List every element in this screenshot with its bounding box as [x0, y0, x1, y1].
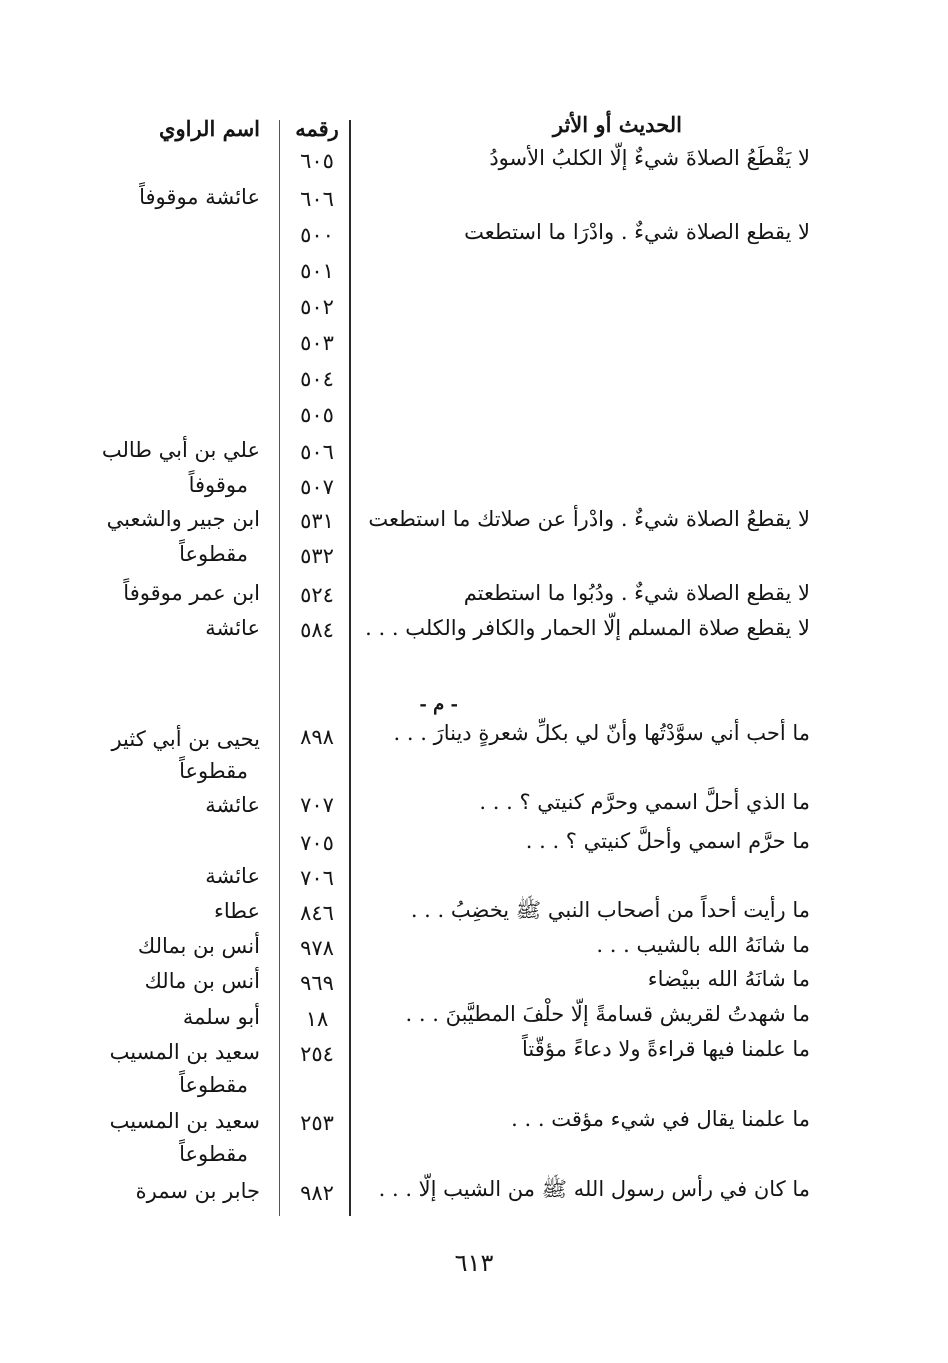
hadith-entry: لا يقطع صلاة المسلم إلّا الحمار والكافر والكلب . . .	[365, 616, 810, 640]
narrator-name: عائشة	[205, 616, 260, 640]
hadith-number: ٥٣٢	[300, 544, 334, 568]
narrator-name: ابن جبير والشعبي	[106, 507, 260, 531]
hadith-number: ٧٠٥	[300, 831, 334, 855]
hadith-number: ٥٢٤	[300, 583, 334, 607]
column-divider-narrator	[279, 120, 280, 1216]
hadith-number: ٢٥٣	[300, 1111, 334, 1135]
hadith-number: ٨٩٨	[300, 725, 334, 749]
hadith-entry: ما علمنا فيها قراءةً ولا دعاءً مؤقّتاً	[522, 1037, 810, 1061]
hadith-entry: ما علمنا يقال في شيء مؤقت . . .	[511, 1107, 810, 1131]
hadith-entry: ما شهدتُ لقريش قسامةً إلّا حلْفَ المطيَّبنَ . . .	[405, 1002, 810, 1026]
hadith-number: ٦٠٦	[300, 187, 334, 211]
hadith-entry: ما أحب أني سوَّدْتُها وأنّ لي بكلِّ شعرةٍ دينارَ . . .	[393, 721, 810, 745]
hadith-number: ٢٥٤	[300, 1042, 334, 1066]
narrator-name: عائشة موقوفاً	[139, 185, 260, 209]
narrator-note: مقطوعاً	[179, 1073, 248, 1097]
narrator-name: أنس بن مالك	[144, 969, 260, 993]
hadith-number: ٥٠٣	[300, 331, 334, 355]
hadith-number: ٥٠٠	[300, 223, 334, 247]
narrator-name: جابر بن سمرة	[135, 1179, 260, 1203]
hadith-number: ٦٠٥	[300, 149, 334, 173]
hadith-entry: لا يقطع الصلاة شيءٌ . وادْرَا ما استطعت	[464, 220, 810, 244]
hadith-entry: ما حرَّم اسمي وأحلَّ كنيتي ؟ . . .	[525, 829, 810, 853]
hadith-number: ٥٣١	[300, 509, 334, 533]
hadith-number: ٧٠٦	[300, 866, 334, 890]
hadith-number: ٥٠٥	[300, 403, 334, 427]
header-hadith: الحديث أو الأثر	[552, 112, 682, 137]
hadith-number: ٥٠٧	[300, 475, 334, 499]
narrator-name: عطاء	[213, 899, 260, 923]
column-divider-main	[349, 120, 351, 1216]
narrator-name: عائشة	[205, 793, 260, 817]
narrator-note: مقطوعاً	[179, 759, 248, 783]
narrator-name: أبو سلمة	[182, 1005, 260, 1029]
narrator-name: علي بن أبي طالب	[101, 438, 260, 462]
header-number: رقمه	[295, 116, 339, 141]
hadith-number: ٥٨٤	[300, 618, 334, 642]
hadith-number: ٩٧٨	[300, 936, 334, 960]
hadith-entry: ما شانَهُ الله ببيْضاء	[647, 967, 810, 991]
page-number: ٦١٣	[454, 1249, 494, 1277]
narrator-name: عائشة	[205, 864, 260, 888]
hadith-number: ٩٦٩	[300, 971, 334, 995]
narrator-name: أنس بن بمالك	[137, 934, 260, 958]
narrator-note: مقطوعاً	[179, 542, 248, 566]
hadith-number: ٩٨٢	[300, 1181, 334, 1205]
hadith-entry: ما رأيت أحداً من أصحاب النبي ﷺ يخضِبُ . . .	[410, 898, 810, 922]
hadith-number: ٥٠١	[300, 259, 334, 283]
hadith-entry: لا يقطعُ الصلاة شيءٌ . وادْرأ عن صلاتك ما استطعت	[368, 507, 810, 531]
hadith-number: ٥٠٢	[300, 295, 334, 319]
hadith-number: ١٨	[305, 1007, 329, 1031]
hadith-entry: لا يَقْطَعُ الصلاةَ شيءٌ إلّا الكلبُ الأسودُ	[489, 146, 810, 170]
narrator-name: ابن عمر موقوفاً	[123, 581, 260, 605]
hadith-entry: لا يقطع الصلاة شيءٌ . ودُبُوا ما استطعتم	[463, 581, 810, 605]
hadith-number: ٥٠٤	[300, 367, 334, 391]
hadith-number: ٧٠٧	[300, 793, 334, 817]
hadith-number: ٥٠٦	[300, 440, 334, 464]
narrator-name: سعيد بن المسيب	[109, 1040, 260, 1064]
hadith-entry: ما شانَهُ الله بالشيب . . .	[596, 933, 810, 957]
narrator-note: مقطوعاً	[179, 1142, 248, 1166]
hadith-entry: ما الذي أحلَّ اسمي وحرَّم كنيتي ؟ . . .	[479, 790, 810, 814]
hadith-number: ٨٤٦	[300, 901, 334, 925]
hadith-entry: ما كان في رأس رسول الله ﷺ من الشيب إلّا . . .	[378, 1177, 810, 1201]
narrator-name: سعيد بن المسيب	[109, 1109, 260, 1133]
narrator-name: يحيى بن أبي كثير	[111, 727, 260, 751]
narrator-note: موقوفاً	[188, 473, 248, 497]
header-narrator: اسم الراوي	[159, 116, 260, 141]
section-letter: - م -	[419, 694, 458, 715]
